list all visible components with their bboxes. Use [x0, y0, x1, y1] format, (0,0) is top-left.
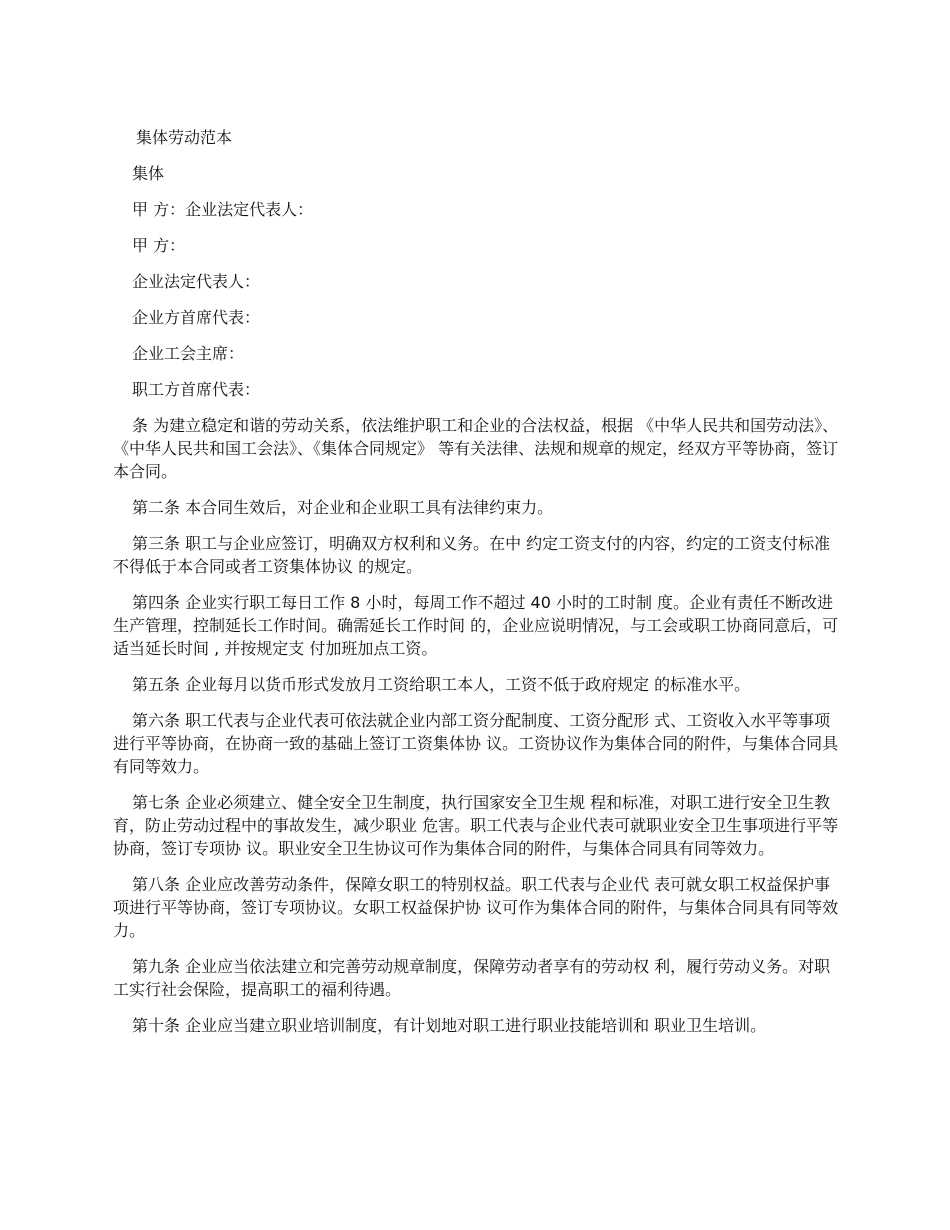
- party-a-field: 甲 方：: [132, 236, 186, 255]
- document-page: [113, 126, 840, 1050]
- article-paragraph-9: 第九条 企业应当依法建立和完善劳动规章制度，保障劳动者享有的劳动权 利，履行劳动义务。对职工实行社会保险，提高职工的福利待遇。: [113, 957, 831, 999]
- legal-representative-field: 企业法定代表人：: [132, 272, 261, 291]
- article-paragraph-7: 第七条 企业必须建立、健全安全卫生制度，执行国家安全卫生规 程和标准，对职工进行安全卫生教育，防止劳动过程中的事故发生，减少职业 危害。职工代表与企业代表可就职业安全卫生事项进行平等协商，签订专项协 议。职业安全卫生协议可作为集体合同的附件，与集体合同具有同等效力。: [113, 793, 839, 858]
- employee-chief-rep-field: 职工方首席代表：: [132, 380, 261, 399]
- article-paragraph-2: 第二条 本合同生效后，对企业和企业职工具有法律约束力。: [132, 498, 554, 517]
- document-subtitle: 集体: [132, 164, 165, 183]
- union-chairman-field: 企业工会主席：: [132, 344, 245, 363]
- article-paragraph-4: 第四条 企业实行职工每日工作 8 小时，每周工作不超过 40 小时的工时制 度。企业有责任不断改进生产管理，控制延长工作时间。确需延长工作时间 的，企业应说明情况，与工会或职工协商同意后，可适当延长时间 , 并按规定支 付加班加点工资。: [113, 593, 839, 658]
- article-paragraph-6: 第六条 职工代表与企业代表可依法就企业内部工资分配制度、工资分配形 式、工资收入水平等事项进行平等协商，在协商一致的基础上签订工资集体协 议。工资协议作为集体合同的附件，与集体合同具有同等效力。: [113, 711, 839, 776]
- enterprise-chief-rep-field: 企业方首席代表：: [132, 308, 261, 327]
- article-paragraph-10: 第十条 企业应当建立职业培训制度，有计划地对职工进行职业技能培训和 职业卫生培训。: [132, 1016, 767, 1035]
- party-a-legal-rep-field: 甲 方：企业法定代表人：: [132, 200, 314, 219]
- article-paragraph-8: 第八条 企业应改善劳动条件，保障女职工的特别权益。职工代表与企业代 表可就女职工权益保护事项进行平等协商，签订专项协议。女职工权益保护协 议可作为集体合同的附件，与集体合同具有同等效力。: [113, 875, 839, 940]
- article-paragraph-1: 条 为建立稳定和谐的劳动关系，依法维护职工和企业的合法权益，根据 《中华人民共和国劳动法》、《中华人民共和国工会法》、《集体合同规定》 等有关法律、法规和规章的规定，经双方平等协商，签订本合同。: [113, 416, 839, 481]
- document-title: 集体劳动范本: [136, 128, 233, 147]
- article-paragraph-5: 第五条 企业每月以货币形式发放月工资给职工本人，工资不低于政府规定 的标准水平。: [132, 675, 751, 694]
- article-paragraph-3: 第三条 职工与企业应签订，明确双方权利和义务。在中 约定工资支付的内容，约定的工资支付标准不得低于本合同或者工资集体协议 的规定。: [113, 534, 831, 576]
